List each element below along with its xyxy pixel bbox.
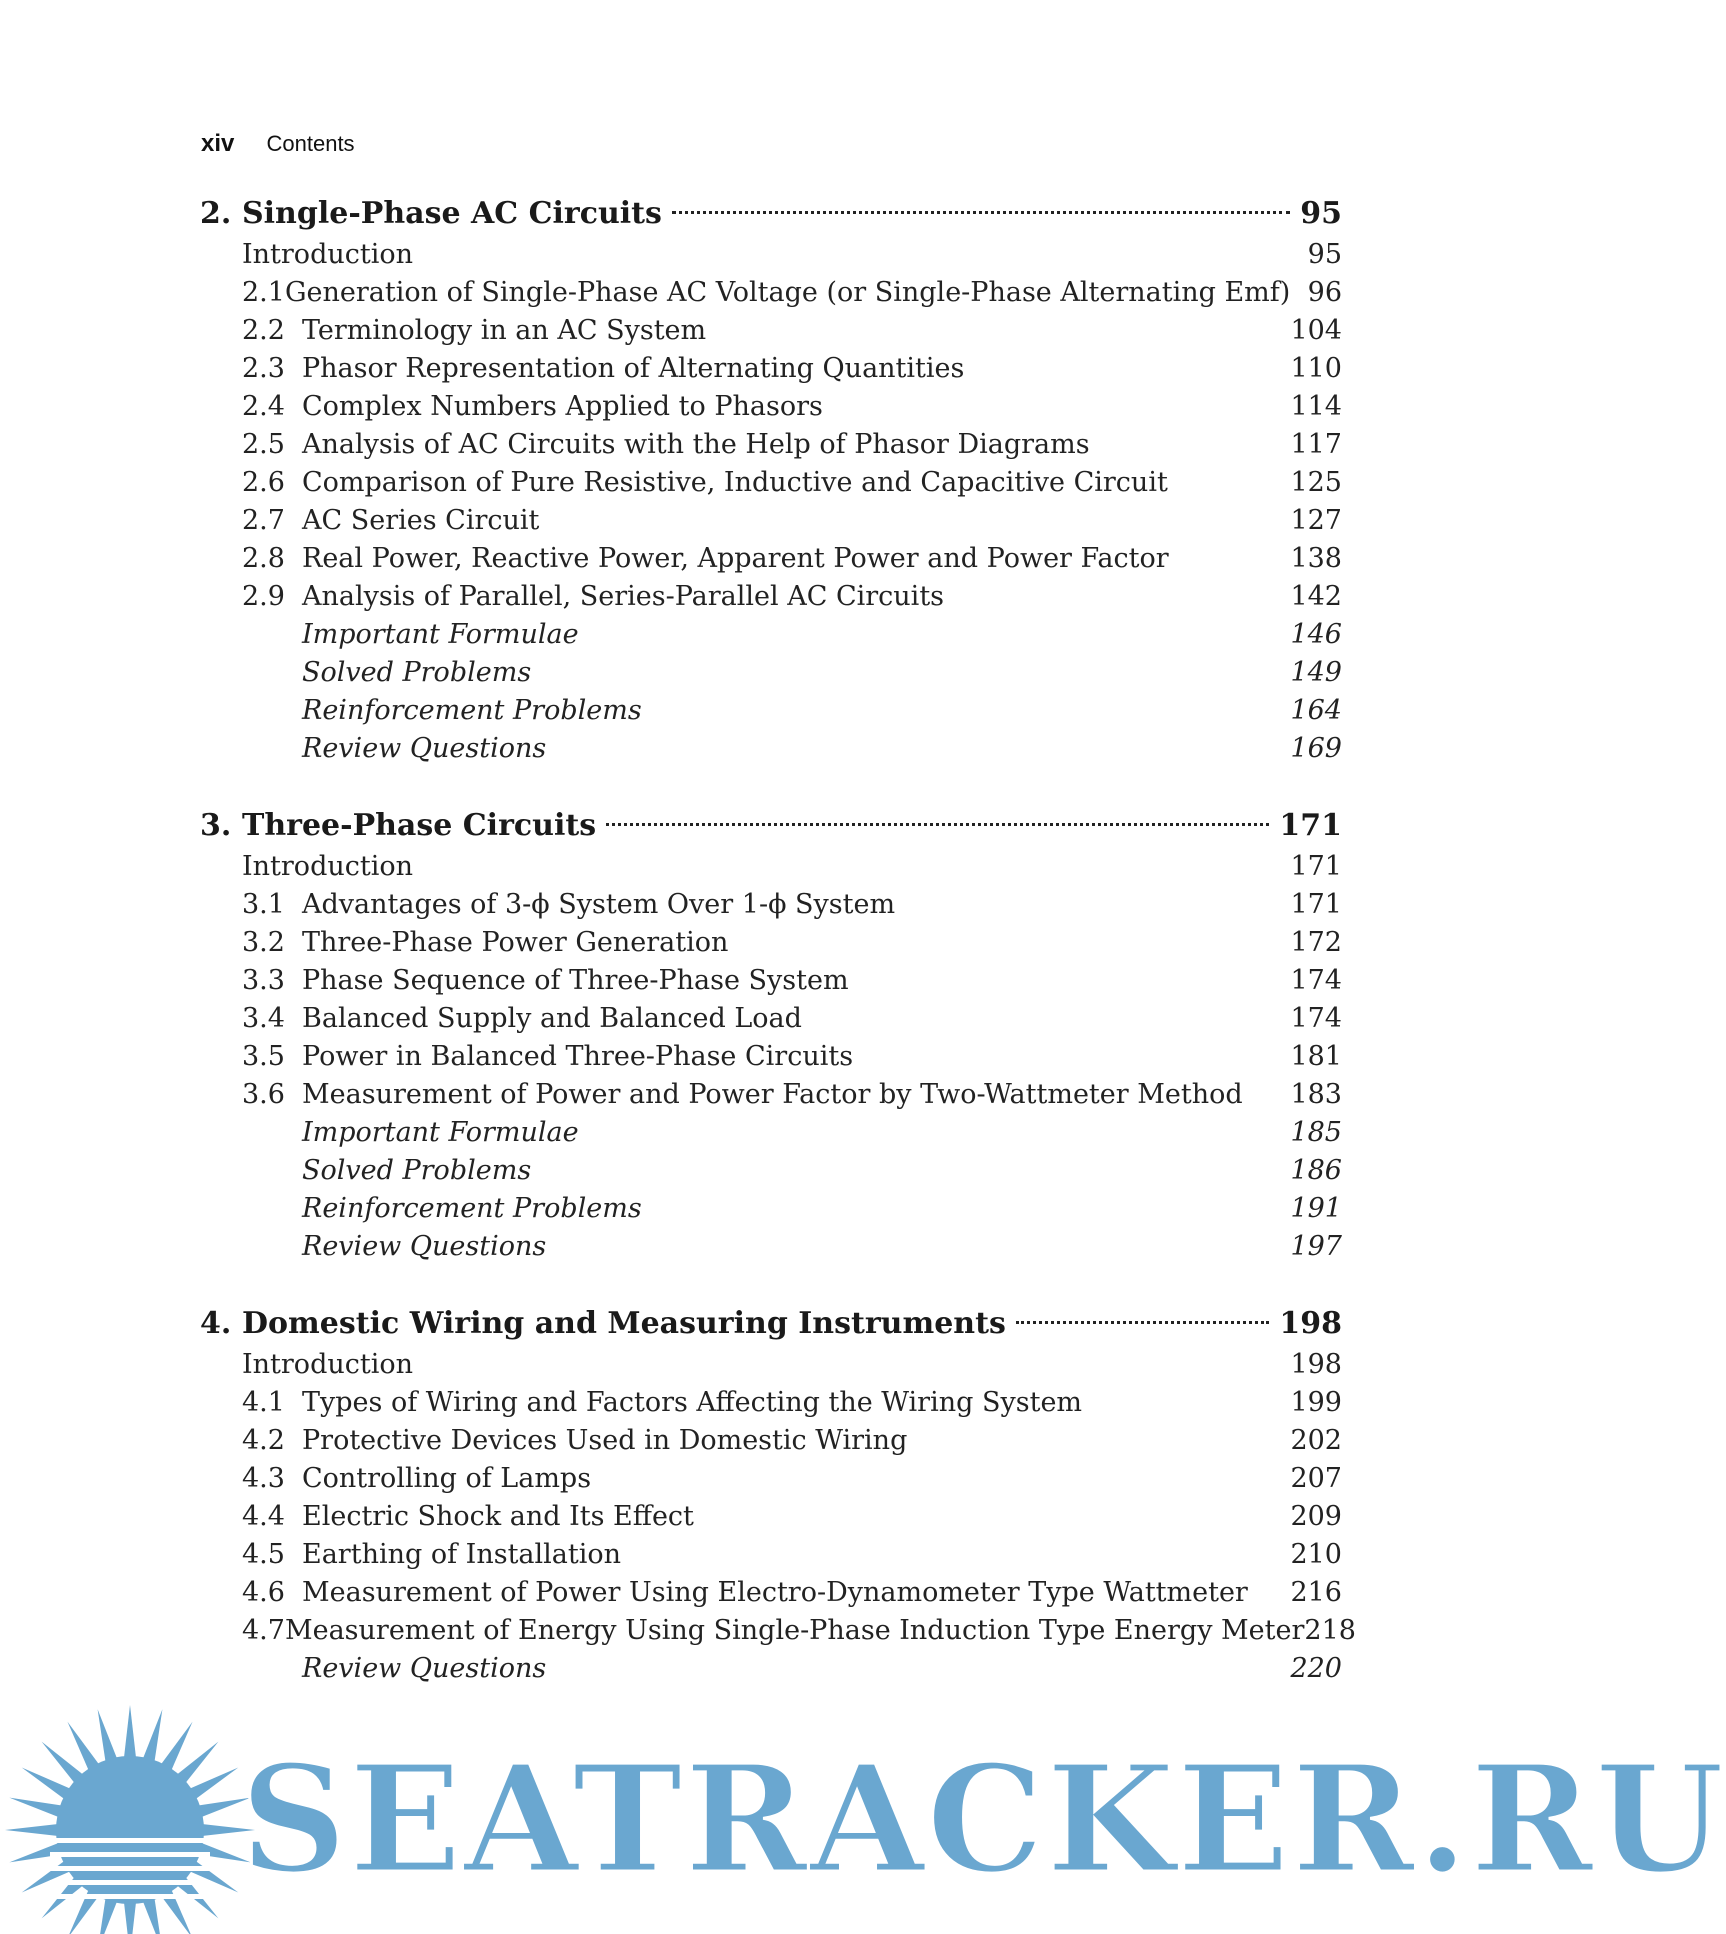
entry-page: 104 (1290, 315, 1342, 346)
entry-title: Analysis of AC Circuits with the Help of Phasor Diagrams (302, 429, 1090, 460)
chapter-page: 171 (1279, 808, 1342, 843)
entry-page: 220 (1290, 1653, 1342, 1684)
toc-entry[interactable] (200, 962, 1342, 1000)
toc-entry[interactable] (200, 540, 1342, 578)
entry-title: Types of Wiring and Factors Affecting the Wiring System (302, 1387, 1083, 1418)
section-number: 2.3 (242, 353, 285, 384)
entry-page: 185 (1290, 1117, 1342, 1148)
entry-page: 117 (1290, 429, 1342, 460)
chapter-title: Domestic Wiring and Measuring Instruments (242, 1306, 1006, 1341)
toc-entry[interactable] (200, 692, 1342, 730)
chapter-number: 4. (200, 1306, 232, 1341)
entry-page: 169 (1290, 733, 1342, 764)
toc-entry[interactable] (200, 1460, 1342, 1498)
chapter-page: 198 (1279, 1306, 1342, 1341)
entry-title: Review Questions (302, 733, 547, 764)
dot-leader (672, 211, 1290, 214)
sun-stripe (50, 1866, 210, 1871)
entry-page: 174 (1290, 1003, 1342, 1034)
entry-page: 198 (1290, 1349, 1342, 1380)
toc-entry[interactable] (200, 274, 1342, 312)
entry-title: Generation of Single-Phase AC Voltage (or Single-Phase Alternating Emf) (284, 277, 1291, 308)
entry-title: Reinforcement Problems (302, 695, 642, 726)
entry-title: Review Questions (302, 1231, 547, 1262)
toc-entry[interactable] (200, 1228, 1342, 1266)
entry-title: Important Formulae (302, 619, 579, 650)
entry-title: Measurement of Power and Power Factor by Two-Wattmeter Method (302, 1079, 1243, 1110)
toc-entry[interactable] (200, 654, 1342, 692)
entry-page: 95 (1307, 239, 1342, 270)
entry-title: Comparison of Pure Resistive, Inductive and Capacitive Circuit (302, 467, 1168, 498)
entry-page: 174 (1290, 965, 1342, 996)
toc-entry[interactable] (200, 236, 1342, 274)
toc-entry[interactable] (200, 1190, 1342, 1228)
entry-page: 181 (1290, 1041, 1342, 1072)
sun-stripe (50, 1838, 210, 1843)
entry-page: 210 (1290, 1539, 1342, 1570)
section-number: 2.2 (242, 315, 285, 346)
toc-entry[interactable] (200, 1574, 1342, 1612)
toc-entry[interactable] (200, 1498, 1342, 1536)
chapter-block (200, 1302, 1356, 1688)
section-number: 4.6 (242, 1577, 285, 1608)
sun-ray (9, 1798, 64, 1818)
entry-title: Measurement of Energy Using Single-Phase Induction Type Energy Meter (284, 1615, 1305, 1646)
toc-entry[interactable] (200, 502, 1342, 540)
entry-page: 142 (1290, 581, 1342, 612)
section-number: 2.8 (242, 543, 285, 574)
toc-entry[interactable] (200, 1650, 1342, 1688)
toc-entry[interactable] (200, 1152, 1342, 1190)
toc-entry[interactable] (200, 464, 1342, 502)
toc-entry[interactable] (200, 388, 1342, 426)
toc-entry[interactable] (200, 578, 1342, 616)
entry-title: Phase Sequence of Three-Phase System (302, 965, 849, 996)
toc-entry[interactable] (200, 886, 1342, 924)
section-number: 2.7 (242, 505, 285, 536)
section-number: 4.7 (242, 1615, 285, 1646)
entry-title: Controlling of Lamps (302, 1463, 592, 1494)
section-number: 4.4 (242, 1501, 285, 1532)
toc-entry[interactable] (200, 616, 1342, 654)
page-folio: xiv (201, 130, 235, 157)
sun-stripe (50, 1852, 210, 1857)
entry-title: Electric Shock and Its Effect (302, 1501, 694, 1532)
toc-entry[interactable] (200, 426, 1342, 464)
entry-page: 171 (1290, 889, 1342, 920)
section-number: 2.5 (242, 429, 285, 460)
entry-page: 110 (1290, 353, 1342, 384)
chapter-title: Three-Phase Circuits (242, 808, 597, 843)
entry-page: 202 (1290, 1425, 1342, 1456)
entry-page: 191 (1290, 1193, 1342, 1224)
entry-title: Solved Problems (302, 1155, 532, 1186)
sun-ray (142, 1709, 162, 1764)
entry-page: 197 (1290, 1231, 1342, 1262)
entry-page: 125 (1290, 467, 1342, 498)
entry-page: 146 (1290, 619, 1342, 650)
sun-ray (124, 1900, 137, 1934)
entry-title: Real Power, Reactive Power, Apparent Power and Power Factor (302, 543, 1169, 574)
section-number: 2.9 (242, 581, 285, 612)
entry-title: Measurement of Power Using Electro-Dynamometer Type Wattmeter (302, 1577, 1248, 1608)
entry-title: Introduction (242, 239, 413, 270)
entry-page: 138 (1290, 543, 1342, 574)
entry-page: 186 (1290, 1155, 1342, 1186)
toc-entry[interactable] (200, 1612, 1356, 1650)
sun-ray (98, 1709, 118, 1764)
entry-page: 172 (1290, 927, 1342, 958)
entry-page: 199 (1290, 1387, 1342, 1418)
sun-ray (5, 1824, 60, 1837)
entry-page: 149 (1290, 657, 1342, 688)
watermark-text: SEATRACKER.RU (240, 1732, 1726, 1906)
section-number: 4.2 (242, 1425, 285, 1456)
toc-entry[interactable] (200, 924, 1342, 962)
toc-entry[interactable] (200, 350, 1342, 388)
toc-entry[interactable] (200, 312, 1342, 350)
sun-stripe (50, 1894, 210, 1899)
section-number: 2.6 (242, 467, 285, 498)
section-number: 3.4 (242, 1003, 285, 1034)
entry-title: Analysis of Parallel, Series-Parallel AC Circuits (302, 581, 945, 612)
dot-leader (1016, 1321, 1270, 1324)
entry-page: 209 (1290, 1501, 1342, 1532)
entry-title: Introduction (242, 1349, 413, 1380)
toc-entry[interactable] (200, 1536, 1342, 1574)
chapter-block (200, 192, 1342, 768)
section-number: 3.3 (242, 965, 285, 996)
entry-title: AC Series Circuit (302, 505, 540, 536)
entry-page: 183 (1290, 1079, 1342, 1110)
toc-entry[interactable] (200, 730, 1342, 768)
entry-title: Phasor Representation of Alternating Quantities (302, 353, 965, 384)
entry-title: Earthing of Installation (302, 1539, 622, 1570)
entry-title: Introduction (242, 851, 413, 882)
section-number: 3.5 (242, 1041, 285, 1072)
section-number: 3.2 (242, 927, 285, 958)
table-of-contents (200, 192, 1356, 1724)
dot-leader (606, 823, 1269, 826)
chapter-number: 3. (200, 808, 232, 843)
entry-title: Protective Devices Used in Domestic Wiring (302, 1425, 908, 1456)
toc-entry[interactable] (200, 1114, 1342, 1152)
toc-entry[interactable] (200, 1038, 1342, 1076)
toc-entry[interactable] (200, 1422, 1342, 1460)
chapter-number: 2. (200, 196, 232, 231)
chapter-heading[interactable] (200, 804, 1342, 848)
toc-entry[interactable] (200, 1346, 1342, 1384)
entry-page: 164 (1290, 695, 1342, 726)
entry-title: Review Questions (302, 1653, 547, 1684)
chapter-title: Single-Phase AC Circuits (242, 196, 662, 231)
section-number: 3.6 (242, 1079, 285, 1110)
toc-entry[interactable] (200, 1384, 1342, 1422)
entry-title: Balanced Supply and Balanced Load (302, 1003, 802, 1034)
section-number: 2.1 (242, 277, 285, 308)
entry-title: Three-Phase Power Generation (302, 927, 729, 958)
entry-title: Power in Balanced Three-Phase Circuits (302, 1041, 854, 1072)
entry-page: 96 (1307, 277, 1342, 308)
chapter-heading[interactable] (200, 1302, 1342, 1346)
toc-entry[interactable] (200, 1076, 1342, 1114)
toc-entry[interactable] (200, 1000, 1342, 1038)
chapter-page: 95 (1300, 196, 1342, 231)
section-number: 3.1 (242, 889, 285, 920)
entry-page: 216 (1290, 1577, 1342, 1608)
entry-page: 171 (1290, 851, 1342, 882)
section-number: 4.3 (242, 1463, 285, 1494)
section-number: 4.1 (242, 1387, 285, 1418)
entry-title: Complex Numbers Applied to Phasors (302, 391, 823, 422)
sun-stripe (50, 1880, 210, 1885)
running-title: Contents (266, 131, 355, 156)
entry-title: Important Formulae (302, 1117, 579, 1148)
entry-title: Advantages of 3-ϕ System Over 1-ϕ System (302, 889, 896, 920)
entry-page: 114 (1290, 391, 1342, 422)
entry-page: 207 (1290, 1463, 1342, 1494)
chapter-block (200, 804, 1342, 1266)
entry-page: 218 (1304, 1615, 1356, 1646)
entry-title: Solved Problems (302, 657, 532, 688)
chapter-heading[interactable] (200, 192, 1342, 236)
sun-ray (124, 1705, 137, 1760)
entry-title: Terminology in an AC System (302, 315, 707, 346)
entry-page: 127 (1290, 505, 1342, 536)
running-header (201, 130, 355, 158)
entry-title: Reinforcement Problems (302, 1193, 642, 1224)
toc-entry[interactable] (200, 848, 1342, 886)
section-number: 4.5 (242, 1539, 285, 1570)
section-number: 2.4 (242, 391, 285, 422)
